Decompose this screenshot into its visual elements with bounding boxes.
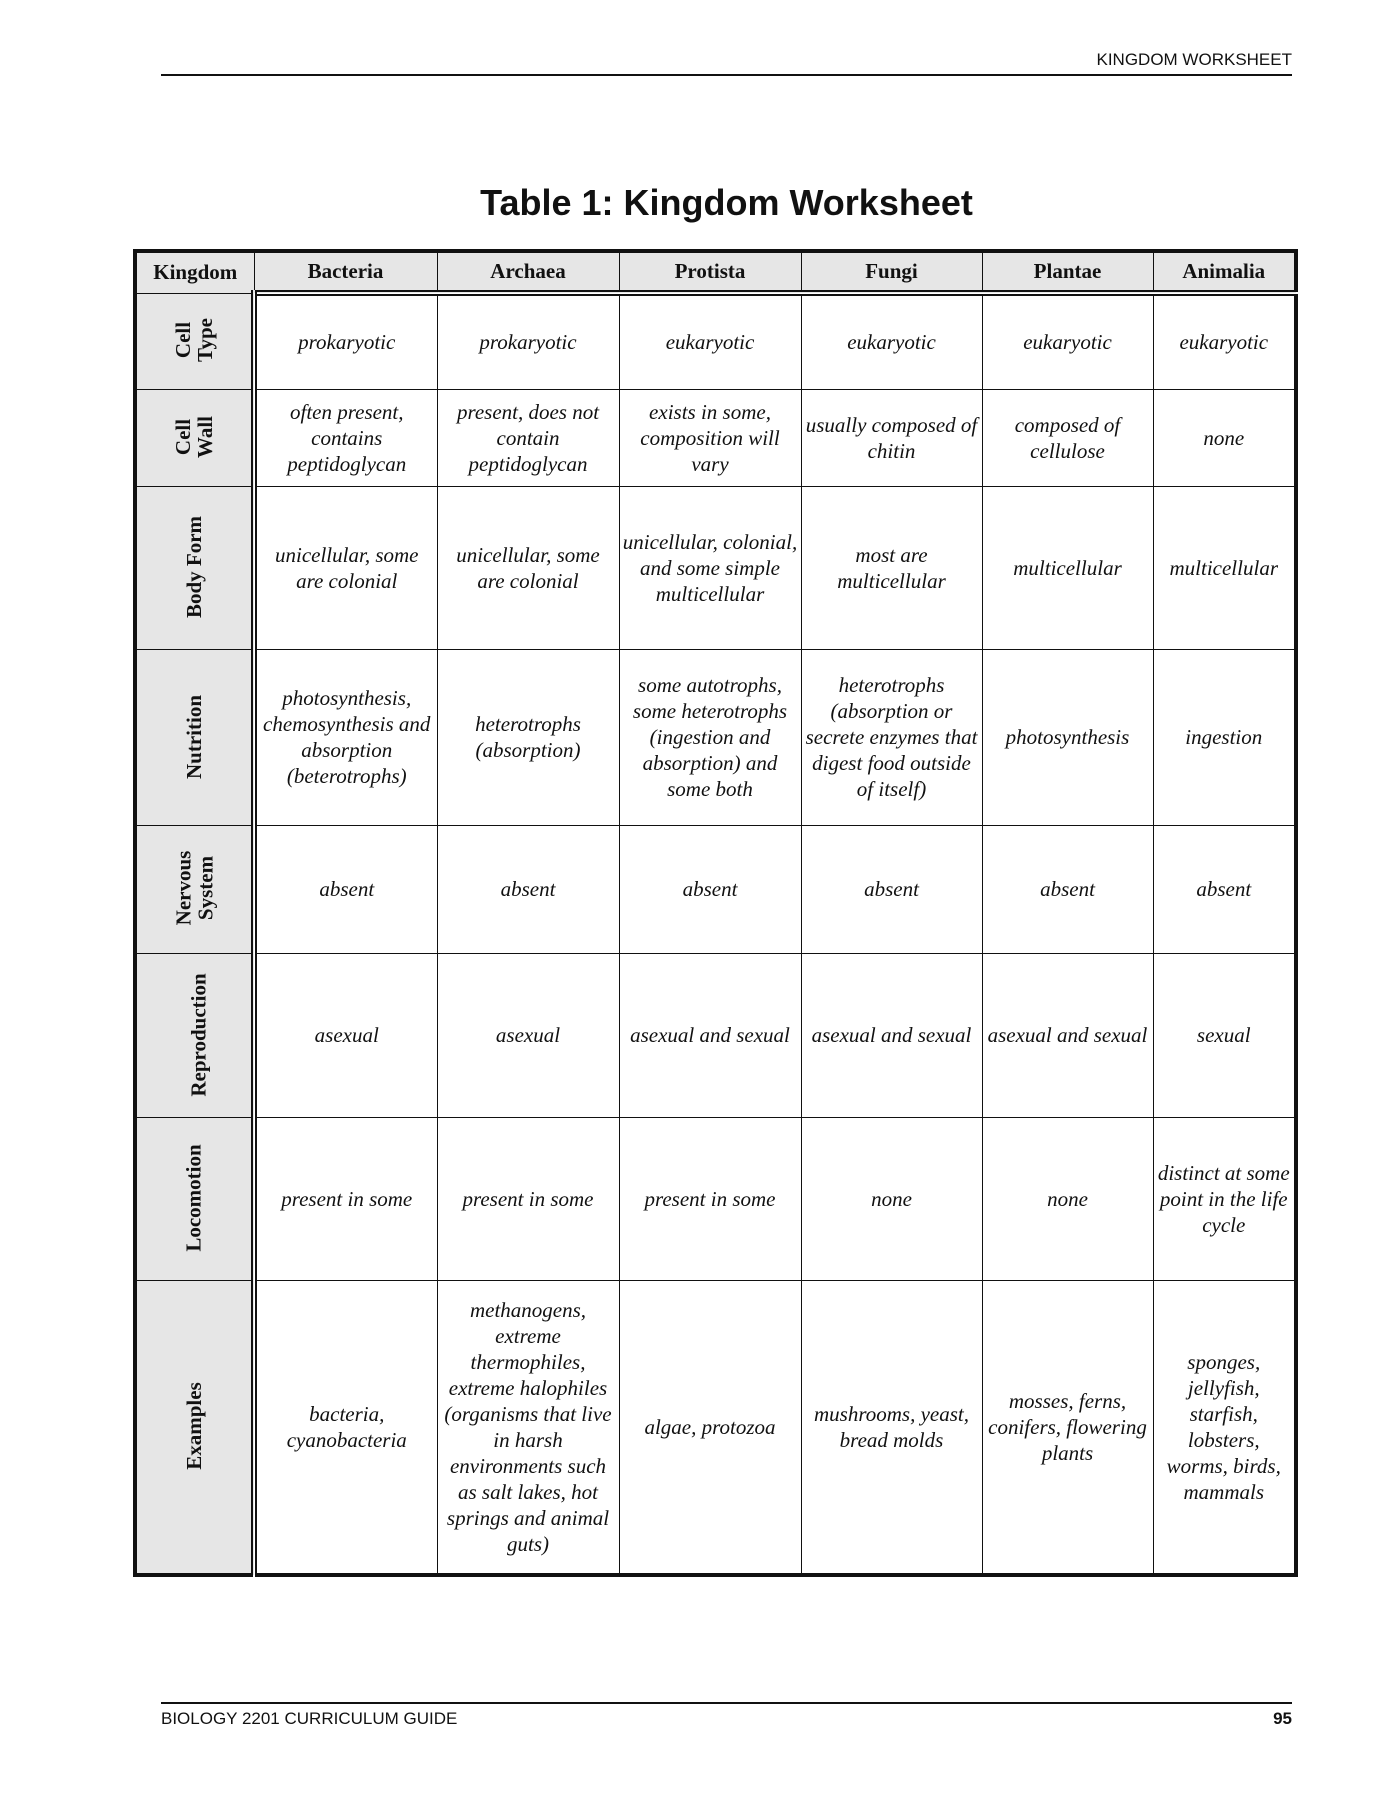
table-cell: present, does not contain peptidoglycan (437, 389, 619, 486)
row-label: Nervous System (170, 850, 217, 926)
table-cell: asexual and sexual (619, 953, 801, 1117)
table-cell: absent (619, 825, 801, 953)
row-header (135, 953, 254, 1117)
row-header (135, 1117, 254, 1280)
table-cell: asexual (437, 953, 619, 1117)
table-cell: sexual (1153, 953, 1296, 1117)
table-row (135, 953, 1296, 1117)
row-label: Body Form (181, 515, 206, 619)
table-cell: absent (982, 825, 1153, 953)
table-cell: mosses, ferns, conifers, flowering plants (982, 1280, 1153, 1575)
table-row (135, 825, 1296, 953)
table-cell: photosynthesis (982, 649, 1153, 825)
column-header: Bacteria (254, 251, 437, 293)
row-header (135, 389, 254, 486)
table-cell: algae, protozoa (619, 1280, 801, 1575)
table-cell: bacteria, cyanobacteria (254, 1280, 437, 1575)
table-cell: prokaryotic (437, 293, 619, 389)
page-number: 95 (1273, 1709, 1292, 1728)
row-header (135, 293, 254, 389)
row-label: Nutrition (182, 694, 206, 779)
header-rule (161, 74, 1292, 76)
table-cell: distinct at some point in the life cycle (1153, 1117, 1296, 1280)
row-label: Locomotion (181, 1144, 206, 1252)
table-cell: usually composed of chitin (801, 389, 982, 486)
row-label: Cell Wall (170, 415, 217, 458)
table-cell: present in some (437, 1117, 619, 1280)
table-header-row (135, 251, 1296, 293)
table-cell: mushrooms, yeast, bread molds (801, 1280, 982, 1575)
table-cell: some autotrophs, some heterotrophs (ingestion and absorption) and some both (619, 649, 801, 825)
table-title: Table 1: Kingdom Worksheet (480, 182, 973, 223)
table-cell: heterotrophs (absorption) (437, 649, 619, 825)
column-header: Animalia (1153, 251, 1296, 293)
table-cell: none (801, 1117, 982, 1280)
table-row (135, 293, 1296, 389)
table-cell: heterotrophs (absorption or secrete enzymes that digest food outside of itself) (801, 649, 982, 825)
running-header: KINGDOM WORKSHEET (1096, 50, 1292, 69)
table-cell: eukaryotic (1153, 293, 1296, 389)
table-cell: multicellular (1153, 486, 1296, 649)
table-cell: methanogens, extreme thermophiles, extreme halophiles (organisms that live in harsh environments such as salt lakes, hot springs and animal guts) (437, 1280, 619, 1575)
table-cell: absent (801, 825, 982, 953)
table-cell: eukaryotic (801, 293, 982, 389)
table-cell: sponges, jellyfish, starfish, lobsters, worms, birds, mammals (1153, 1280, 1296, 1575)
table-row (135, 1280, 1296, 1575)
table-cell: present in some (619, 1117, 801, 1280)
table-cell: absent (1153, 825, 1296, 953)
table-cell: prokaryotic (254, 293, 437, 389)
table-row (135, 486, 1296, 649)
table-cell: none (982, 1117, 1153, 1280)
table-cell: multicellular (982, 486, 1153, 649)
row-header (135, 649, 254, 825)
table-row (135, 649, 1296, 825)
row-header (135, 1280, 254, 1575)
column-header: Plantae (982, 251, 1153, 293)
row-header (135, 486, 254, 649)
table-cell: photosynthesis, chemosynthesis and absorption (beterotrophs) (254, 649, 437, 825)
table-cell: asexual and sexual (982, 953, 1153, 1117)
table-cell: eukaryotic (619, 293, 801, 389)
table-cell: absent (437, 825, 619, 953)
column-header: Fungi (801, 251, 982, 293)
table-cell: unicellular, some are colonial (254, 486, 437, 649)
table-cell: present in some (254, 1117, 437, 1280)
table-cell: absent (254, 825, 437, 953)
table-cell: unicellular, some are colonial (437, 486, 619, 649)
column-header: Protista (619, 251, 801, 293)
table-row (135, 1117, 1296, 1280)
table-cell: asexual and sexual (801, 953, 982, 1117)
table-cell: asexual (254, 953, 437, 1117)
row-label: Examples (181, 1382, 206, 1471)
table-cell: often present, contains peptidoglycan (254, 389, 437, 486)
table-row (135, 389, 1296, 486)
table-cell: unicellular, colonial, and some simple multicellular (619, 486, 801, 649)
row-header (135, 825, 254, 953)
footer-rule (161, 1702, 1292, 1704)
table-cell: exists in some, composition will vary (619, 389, 801, 486)
table-cell: composed of cellulose (982, 389, 1153, 486)
column-header: Archaea (437, 251, 619, 293)
corner-header: Kingdom (135, 251, 254, 293)
row-label: Cell Type (170, 318, 217, 362)
table-cell: eukaryotic (982, 293, 1153, 389)
kingdom-table (133, 249, 1298, 1577)
table-cell: most are multicellular (801, 486, 982, 649)
table-cell: none (1153, 389, 1296, 486)
footer-guide: BIOLOGY 2201 CURRICULUM GUIDE (161, 1709, 458, 1728)
row-label: Reproduction (186, 972, 211, 1097)
table-cell: ingestion (1153, 649, 1296, 825)
